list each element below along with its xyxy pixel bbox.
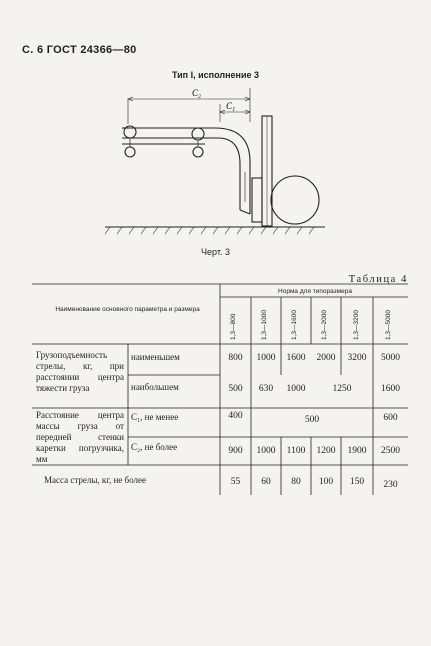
figure-title: Тип I, исполнение 3 bbox=[171, 70, 259, 80]
mass-1: 55 bbox=[230, 477, 241, 487]
row-distance-label: Расстояние центра массы груза от передней стенки каретки погрузчика, мм bbox=[36, 410, 124, 464]
capacity-max-1: 500 bbox=[228, 384, 243, 394]
distance-max-3: 1100 bbox=[286, 446, 306, 456]
capacity-min-5: 3200 bbox=[347, 353, 367, 363]
capacity-min-1: 800 bbox=[228, 353, 243, 363]
distance-min-2-5: 500 bbox=[304, 415, 320, 425]
distance-max-2: 1000 bbox=[256, 446, 276, 456]
mass-6: 230 bbox=[383, 480, 398, 490]
dim-c2-label: C₂ bbox=[192, 88, 202, 98]
distance-max-6: 2500 bbox=[381, 446, 400, 456]
mass-2: 60 bbox=[261, 477, 271, 487]
capacity-max-3: 1000 bbox=[286, 384, 306, 394]
mass-4: 100 bbox=[318, 477, 334, 487]
capacity-max-2: 630 bbox=[258, 384, 274, 394]
distance-min-1: 400 bbox=[228, 411, 243, 421]
capacity-min-3: 1600 bbox=[286, 353, 306, 363]
size-header-1: 1,3—800 bbox=[230, 313, 237, 340]
capacity-min-2: 1000 bbox=[256, 353, 276, 363]
distance-max-1: 900 bbox=[228, 446, 243, 456]
page-header: С. 6 ГОСТ 24366—80 bbox=[22, 44, 137, 56]
param-column-header: Наименование основного параметра и размера bbox=[55, 306, 200, 313]
row-capacity-label: Грузоподъемность стрелы, кг, при расстоянии центра тяжести груза bbox=[36, 350, 124, 393]
row-capacity-sub-min: наименьшем bbox=[131, 352, 180, 362]
row-distance-sub-max: C₂, не более bbox=[131, 442, 178, 452]
row-mass-label: Масса стрелы, кг, не более bbox=[44, 475, 146, 485]
dim-c1-label: C₁ bbox=[226, 101, 236, 111]
distance-max-4: 1200 bbox=[316, 446, 336, 456]
distance-max-5: 1900 bbox=[347, 446, 367, 456]
distance-min-6: 600 bbox=[383, 413, 398, 423]
size-header-5: 1,3—3200 bbox=[353, 310, 360, 340]
size-header-6: 1,3—5000 bbox=[385, 310, 392, 340]
capacity-max-4-5: 1250 bbox=[332, 384, 352, 394]
capacity-min-6: 5000 bbox=[381, 353, 400, 363]
size-header-2: 1,3—1000 bbox=[261, 310, 268, 340]
capacity-min-4: 2000 bbox=[316, 353, 336, 363]
mass-3: 80 bbox=[291, 477, 301, 487]
size-header-3: 1,3—1600 bbox=[291, 310, 298, 340]
size-header-4: 1,3—2000 bbox=[321, 310, 328, 340]
row-distance-sub-min: C₁, не менее bbox=[131, 412, 179, 422]
table-title: Таблица 4 bbox=[348, 274, 408, 285]
norm-column-header: Норма для типоразмера bbox=[278, 288, 352, 295]
row-capacity-sub-max: наибольшем bbox=[131, 382, 179, 392]
capacity-max-6: 1600 bbox=[381, 384, 400, 394]
figure-caption: Черт. 3 bbox=[201, 247, 230, 257]
mass-5: 150 bbox=[349, 477, 365, 487]
